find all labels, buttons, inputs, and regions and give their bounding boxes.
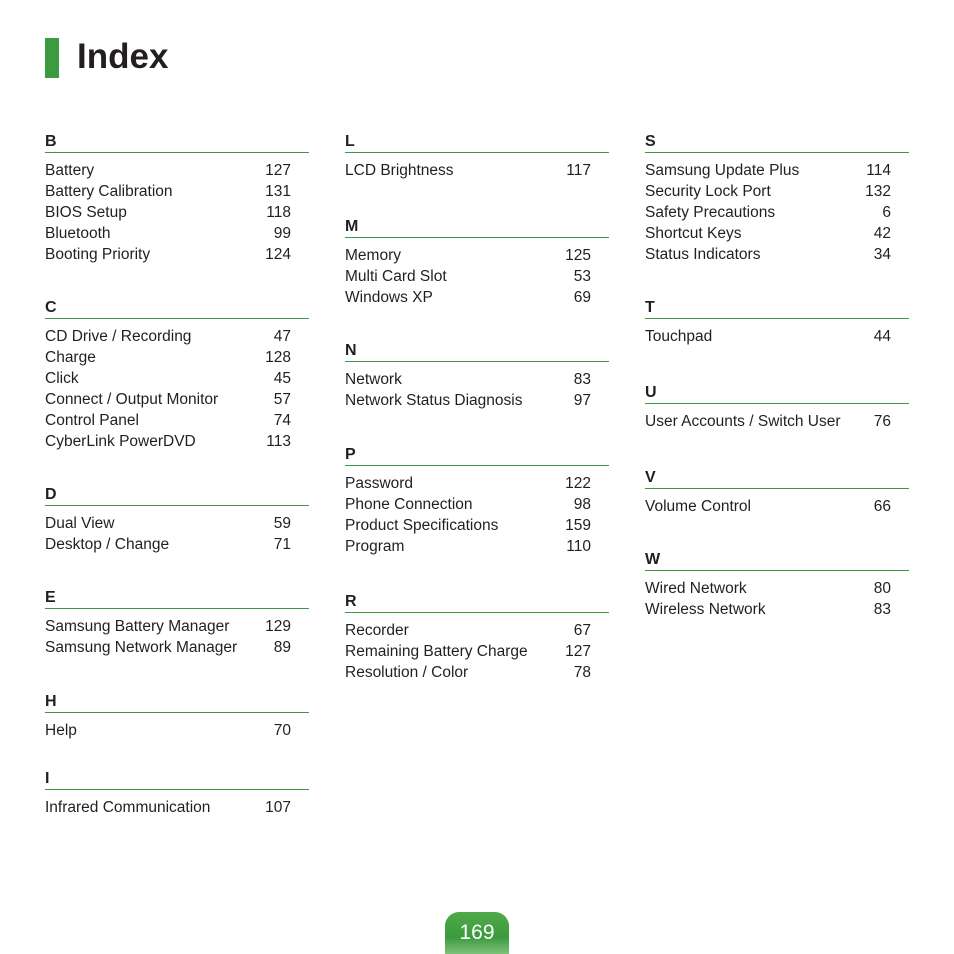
index-entry: [645, 326, 909, 347]
index-entry: [345, 494, 609, 515]
entry-list: [345, 473, 609, 557]
index-entry: [45, 347, 309, 368]
entry-term: Wireless Network: [645, 601, 766, 618]
entry-page-number: 98: [573, 496, 591, 513]
entry-page-number: 89: [273, 639, 291, 656]
index-entry: [345, 641, 609, 662]
entry-list: [345, 245, 609, 308]
entry-page-number: 78: [573, 664, 591, 681]
entry-list: [645, 496, 909, 517]
entry-term: Battery Calibration: [45, 183, 173, 200]
index-section: [645, 468, 909, 517]
entry-page-number: 127: [265, 162, 291, 179]
section-letter: I: [45, 769, 309, 790]
index-entry: [645, 160, 909, 181]
entry-term: Samsung Network Manager: [45, 639, 238, 656]
entry-term: Connect / Output Monitor: [45, 391, 219, 408]
entry-page-number: 129: [265, 618, 291, 635]
entry-page-number: 74: [273, 412, 291, 429]
entry-list: [45, 616, 309, 658]
index-entry: [645, 496, 909, 517]
index-entry: [45, 326, 309, 347]
entry-term: Volume Control: [645, 498, 751, 515]
entry-term: Status Indicators: [645, 246, 761, 263]
index-section: [345, 341, 609, 411]
index-section: [645, 383, 909, 432]
index-entry: [45, 410, 309, 431]
index-entry: [45, 244, 309, 265]
index-entry: [45, 720, 309, 741]
index-section: [45, 132, 309, 265]
index-section: [345, 217, 609, 308]
index-entry: [345, 369, 609, 390]
index-section: [45, 692, 309, 741]
entry-page-number: 159: [565, 517, 591, 534]
index-entry: [345, 473, 609, 494]
index-entry: [345, 287, 609, 308]
entry-term: Booting Priority: [45, 246, 151, 263]
index-section: [45, 298, 309, 452]
entry-list: [645, 160, 909, 265]
section-letter: D: [45, 485, 309, 506]
entry-term: Network: [345, 371, 402, 388]
entry-term: Phone Connection: [345, 496, 473, 513]
entry-term: Touchpad: [645, 328, 713, 345]
entry-term: BIOS Setup: [45, 204, 127, 221]
index-entry: [45, 389, 309, 410]
entry-list: [345, 620, 609, 683]
entry-page-number: 57: [273, 391, 291, 408]
index-entry: [45, 513, 309, 534]
index-section: [345, 445, 609, 557]
entry-list: [45, 160, 309, 265]
entry-page-number: 70: [273, 722, 291, 739]
entry-page-number: 44: [873, 328, 891, 345]
index-entry: [45, 797, 309, 818]
index-entry: [345, 620, 609, 641]
entry-page-number: 6: [882, 204, 891, 221]
index-section: [345, 592, 609, 683]
section-letter: N: [345, 341, 609, 362]
index-entry: [45, 181, 309, 202]
index-section: [645, 298, 909, 347]
entry-list: [645, 578, 909, 620]
index-entry: [645, 599, 909, 620]
index-entry: [345, 390, 609, 411]
entry-list: [345, 160, 609, 181]
section-letter: B: [45, 132, 309, 153]
entry-page-number: 53: [573, 268, 591, 285]
index-entry: [45, 534, 309, 555]
entry-page-number: 71: [273, 536, 291, 553]
section-letter: L: [345, 132, 609, 153]
entry-page-number: 80: [873, 580, 891, 597]
section-letter: U: [645, 383, 909, 404]
entry-page-number: 127: [565, 643, 591, 660]
entry-term: LCD Brightness: [345, 162, 454, 179]
entry-page-number: 83: [573, 371, 591, 388]
entry-page-number: 66: [873, 498, 891, 515]
entry-term: Recorder: [345, 622, 409, 639]
entry-term: Security Lock Port: [645, 183, 771, 200]
index-entry: [645, 181, 909, 202]
section-letter: C: [45, 298, 309, 319]
index-entry: [645, 223, 909, 244]
entry-term: CyberLink PowerDVD: [45, 433, 196, 450]
entry-term: Battery: [45, 162, 95, 179]
index-entry: [45, 202, 309, 223]
index-entry: [345, 662, 609, 683]
entry-term: Samsung Battery Manager: [45, 618, 230, 635]
section-letter: W: [645, 550, 909, 571]
index-entry: [45, 637, 309, 658]
index-entry: [345, 245, 609, 266]
index-entry: [645, 411, 909, 432]
entry-page-number: 113: [266, 433, 291, 450]
entry-page-number: 117: [566, 162, 591, 179]
section-letter: R: [345, 592, 609, 613]
entry-term: Windows XP: [345, 289, 433, 306]
entry-page-number: 131: [265, 183, 291, 200]
entry-page-number: 122: [565, 475, 591, 492]
entry-term: Network Status Diagnosis: [345, 392, 523, 409]
entry-term: Samsung Update Plus: [645, 162, 800, 179]
index-entry: [645, 244, 909, 265]
entry-term: Shortcut Keys: [645, 225, 742, 242]
entry-term: Control Panel: [45, 412, 139, 429]
entry-term: Charge: [45, 349, 96, 366]
section-letter: S: [645, 132, 909, 153]
entry-list: [645, 411, 909, 432]
section-letter: P: [345, 445, 609, 466]
section-letter: H: [45, 692, 309, 713]
entry-term: Program: [345, 538, 405, 555]
entry-page-number: 97: [573, 392, 591, 409]
entry-term: CD Drive / Recording: [45, 328, 192, 345]
entry-page-number: 99: [273, 225, 291, 242]
index-entry: [345, 160, 609, 181]
index-entry: [45, 160, 309, 181]
entry-page-number: 45: [273, 370, 291, 387]
section-letter: T: [645, 298, 909, 319]
entry-page-number: 34: [873, 246, 891, 263]
entry-page-number: 124: [265, 246, 291, 263]
section-letter: E: [45, 588, 309, 609]
entry-list: [45, 513, 309, 555]
section-letter: M: [345, 217, 609, 238]
entry-term: Dual View: [45, 515, 115, 532]
entry-term: Password: [345, 475, 414, 492]
entry-page-number: 47: [273, 328, 291, 345]
entry-list: [645, 326, 909, 347]
entry-list: [45, 797, 309, 818]
entry-term: Bluetooth: [45, 225, 111, 242]
entry-term: Infrared Communication: [45, 799, 211, 816]
index-entry: [345, 536, 609, 557]
entry-term: Remaining Battery Charge: [345, 643, 528, 660]
entry-page-number: 110: [566, 538, 591, 555]
entry-page-number: 125: [565, 247, 591, 264]
index-entry: [645, 578, 909, 599]
entry-list: [345, 369, 609, 411]
entry-term: Click: [45, 370, 79, 387]
index-entry: [45, 616, 309, 637]
title-accent-bar: [45, 38, 59, 78]
entry-term: User Accounts / Switch User: [645, 413, 841, 430]
index-section: [345, 132, 609, 181]
entry-term: Safety Precautions: [645, 204, 776, 221]
entry-term: Resolution / Color: [345, 664, 469, 681]
index-entry: [45, 431, 309, 452]
entry-page-number: 83: [873, 601, 891, 618]
entry-term: Multi Card Slot: [345, 268, 447, 285]
page-title: Index: [77, 37, 169, 76]
entry-term: Help: [45, 722, 77, 739]
index-section: [645, 132, 909, 265]
entry-page-number: 69: [573, 289, 591, 306]
entry-page-number: 128: [265, 349, 291, 366]
entry-term: Product Specifications: [345, 517, 499, 534]
index-entry: [645, 202, 909, 223]
index-section: [45, 769, 309, 818]
entry-list: [45, 326, 309, 452]
entry-page-number: 76: [873, 413, 891, 430]
entry-list: [45, 720, 309, 741]
index-section: [45, 588, 309, 658]
section-letter: V: [645, 468, 909, 489]
entry-term: Wired Network: [645, 580, 747, 597]
entry-page-number: 118: [266, 204, 291, 221]
entry-term: Memory: [345, 247, 401, 264]
entry-page-number: 114: [866, 162, 891, 179]
entry-page-number: 107: [265, 799, 291, 816]
entry-page-number: 42: [873, 225, 891, 242]
index-entry: [345, 515, 609, 536]
index-section: [645, 550, 909, 620]
index-entry: [345, 266, 609, 287]
index-entry: [45, 368, 309, 389]
page-number-tab: 169: [445, 912, 509, 954]
entry-term: Desktop / Change: [45, 536, 170, 553]
entry-page-number: 67: [573, 622, 591, 639]
index-entry: [45, 223, 309, 244]
index-section: [45, 485, 309, 555]
entry-page-number: 59: [273, 515, 291, 532]
entry-page-number: 132: [865, 183, 891, 200]
